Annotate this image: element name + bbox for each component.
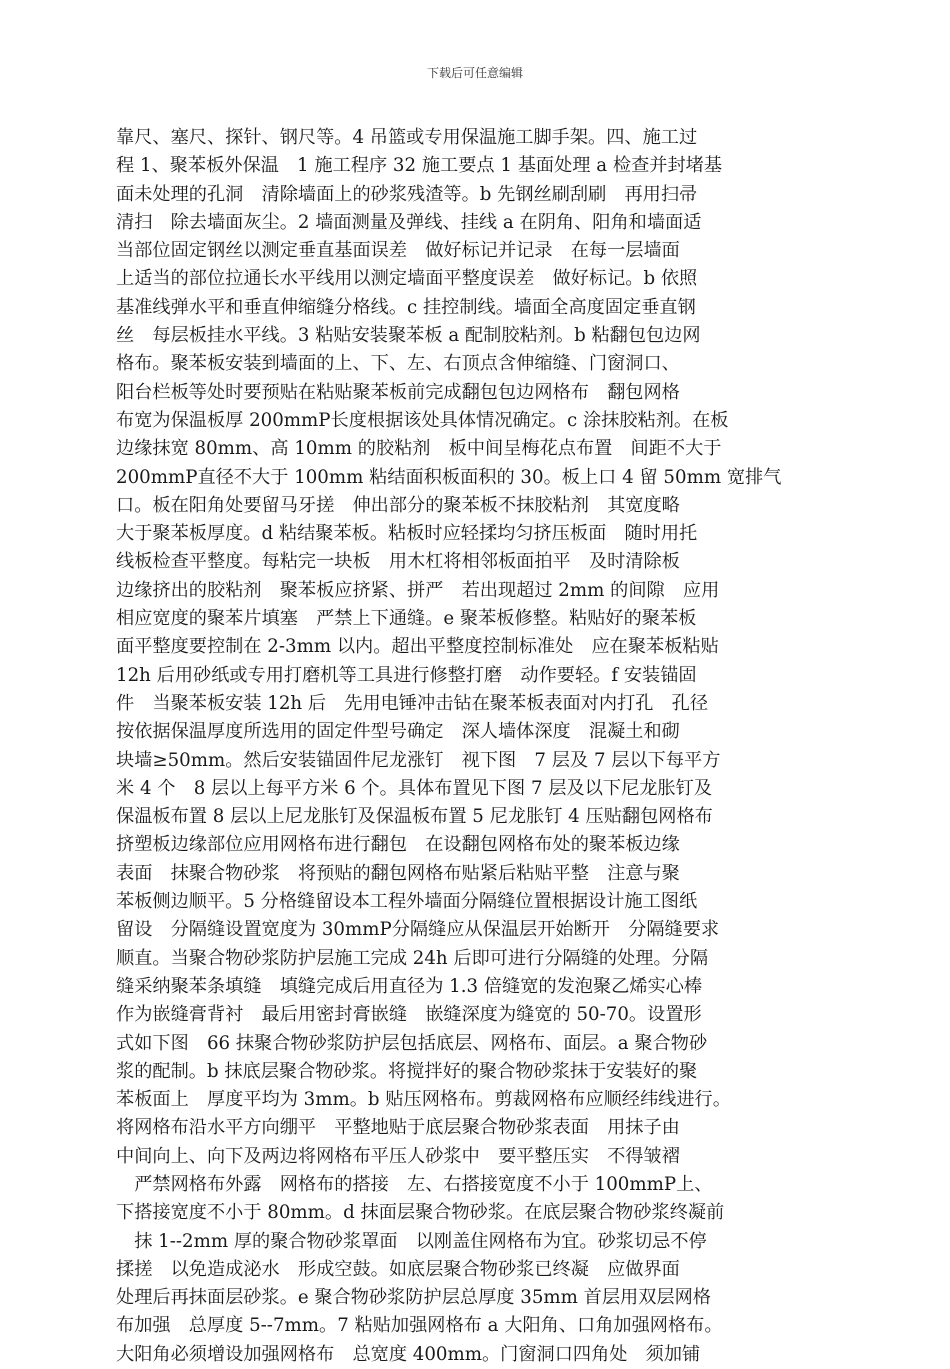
text-line: 12h 后用砂纸或专用打磨机等工具进行修整打磨 动作要轻。f 安装锚固: [116, 664, 697, 686]
text-line: 将网格布沿水平方向绷平 平整地贴于底层聚合物砂浆表面 用抹子由: [116, 1117, 680, 1139]
text-line: 清扫 除去墙面灰尘。2 墙面测量及弹线、挂线 a 在阴角、阳角和墙面适: [116, 211, 702, 233]
text-line: 基准线弹水平和垂直伸缩缝分格线。c 挂控制线。墙面全高度固定垂直钢: [116, 296, 696, 318]
text-line: 口。板在阳角处要留马牙搓 伸出部分的聚苯板不抹胶粘剂 其宽度略: [116, 494, 680, 516]
text-line: 当部位固定钢丝以测定垂直基面误差 做好标记并记录 在每一层墙面: [116, 240, 680, 262]
text-line: 严禁网格布外露 网格布的搭接 左、右搭接宽度不小于 100mmP上、: [116, 1173, 713, 1195]
text-line: 大于聚苯板厚度。d 粘结聚苯板。粘板时应轻揉均匀挤压板面 随时用托: [116, 523, 698, 545]
text-line: 保温板布置 8 层以上尼龙胀钉及保温板布置 5 尼龙胀钉 4 压贴翻包网格布: [116, 806, 713, 828]
text-line: 面平整度要控制在 2-3mm 以内。超出平整度控制标准处 应在聚苯板粘贴: [116, 636, 719, 658]
text-line: 靠尺、塞尺、探针、钢尺等。4 吊篮或专用保温施工脚手架。四、施工过: [116, 127, 698, 148]
text-line: 下搭接宽度不小于 80mm。d 抹面层聚合物砂浆。在底层聚合物砂浆终凝前: [116, 1202, 725, 1224]
text-line: 苯板面上 厚度平均为 3mm。b 贴压网格布。剪裁网格布应顺经纬线进行。: [116, 1089, 731, 1111]
text-line: 表面 抹聚合物砂浆 将预贴的翻包网格布贴紧后粘贴平整 注意与聚: [116, 862, 680, 884]
text-line: 中间向上、向下及两边将网格布平压人砂浆中 要平整压实 不得皱褶: [116, 1145, 680, 1167]
text-line: 边缘挤出的胶粘剂 聚苯板应挤紧、拼严 若出现超过 2mm 的间隙 应用: [116, 579, 720, 601]
text-line: 格布。聚苯板安装到墙面的上、下、左、右顶点含伸缩缝、门窗洞口、: [116, 353, 680, 375]
text-line: 留设 分隔缝设置宽度为 30mmP分隔缝应从保温层开始断开 分隔缝要求: [116, 919, 720, 941]
text-line: 式如下图 66 抹聚合物砂浆防护层包括底层、网格布、面层。a 聚合物砂: [116, 1032, 708, 1054]
text-line: 揉搓 以免造成泌水 形成空鼓。如底层聚合物砂浆已终凝 应做界面: [116, 1258, 680, 1280]
text-line: 米 4 个 8 层以上每平方米 6 个。具体布置见下图 7 层及以下尼龙胀钉及: [116, 777, 713, 799]
text-line: 按依据保温厚度所选用的固定件型号确定 深人墙体深度 混凝土和砌: [116, 721, 680, 743]
text-line: 苯板侧边顺平。5 分格缝留设本工程外墙面分隔缝位置根据设计施工图纸: [116, 891, 698, 913]
text-line: 边缘抹宽 80mm、高 10mm 的胶粘剂 板中间呈梅花点布置 间距不大于: [116, 438, 722, 460]
text-line: 浆的配制。b 抹底层聚合物砂浆。将搅拌好的聚合物砂浆抹于安装好的聚: [116, 1060, 698, 1082]
text-line: 处理后再抹面层砂浆。e 聚合物砂浆防护层总厚度 35mm 首层用双层网格: [116, 1287, 711, 1309]
text-line: 程 1、聚苯板外保温 1 施工程序 32 施工要点 1 基面处理 a 检查并封堵基: [116, 155, 723, 177]
text-line: 件 当聚苯板安装 12h 后 先用电锤冲击钻在聚苯板表面对内打孔 孔径: [116, 692, 709, 714]
text-line: 布宽为保温板厚 200mmP长度根据该处具体情况确定。c 涂抹胶粘剂。在板: [116, 409, 729, 431]
text-line: 大阳角必须增设加强网格布 总宽度 400mm。门窗洞口四角处 须加铺: [116, 1343, 701, 1365]
text-line: 顺直。当聚合物砂浆防护层施工完成 24h 后即可进行分隔缝的处理。分隔: [116, 947, 709, 969]
page-header: 下载后可任意编辑: [426, 66, 523, 80]
text-line: 挤塑板边缘部位应用网格布进行翻包 在设翻包网格布处的聚苯板边缘: [116, 834, 680, 856]
text-line: 块墙≥50mm。然后安装锚固件尼龙涨钉 视下图 7 层及 7 层以下每平方: [116, 749, 721, 771]
text-line: 200mmP直径不大于 100mm 粘结面积板面积的 30。板上口 4 留 50mm 宽排气: [116, 466, 782, 488]
text-line: 作为嵌缝膏背衬 最后用密封膏嵌缝 嵌缝深度为缝宽的 50-70。设置形: [116, 1004, 702, 1026]
text-line: 阳台栏板等处时要预贴在粘贴聚苯板前完成翻包包边网格布 翻包网格: [116, 381, 680, 403]
text-line: 面未处理的孔洞 清除墙面上的砂浆残渣等。b 先钢丝刷刮刷 再用扫帚: [116, 183, 698, 205]
text-line: 丝 每层板挂水平线。3 粘贴安装聚苯板 a 配制胶粘剂。b 粘翻包包边网: [116, 325, 701, 347]
text-line: 抹 1--2mm 厚的聚合物砂浆罩面 以刚盖住网格布为宜。砂浆切忌不停: [116, 1230, 707, 1252]
text-line: 布加强 总厚度 5--7mm。7 粘贴加强网格布 a 大阳角、口角加强网格布。: [116, 1315, 723, 1337]
document-body: [116, 124, 836, 1369]
text-line: 缝采纳聚苯条填缝 填缝完成后用直径为 1.3 倍缝宽的发泡聚乙烯实心棒: [116, 975, 703, 997]
text-line: 相应宽度的聚苯片填塞 严禁上下通缝。e 聚苯板修整。粘贴好的聚苯板: [116, 608, 697, 630]
text-line: 上适当的部位拉通长水平线用以测定墙面平整度误差 做好标记。b 依照: [116, 268, 698, 290]
text-line: 线板检查平整度。每粘完一块板 用木杠将相邻板面拍平 及时清除板: [116, 551, 680, 573]
